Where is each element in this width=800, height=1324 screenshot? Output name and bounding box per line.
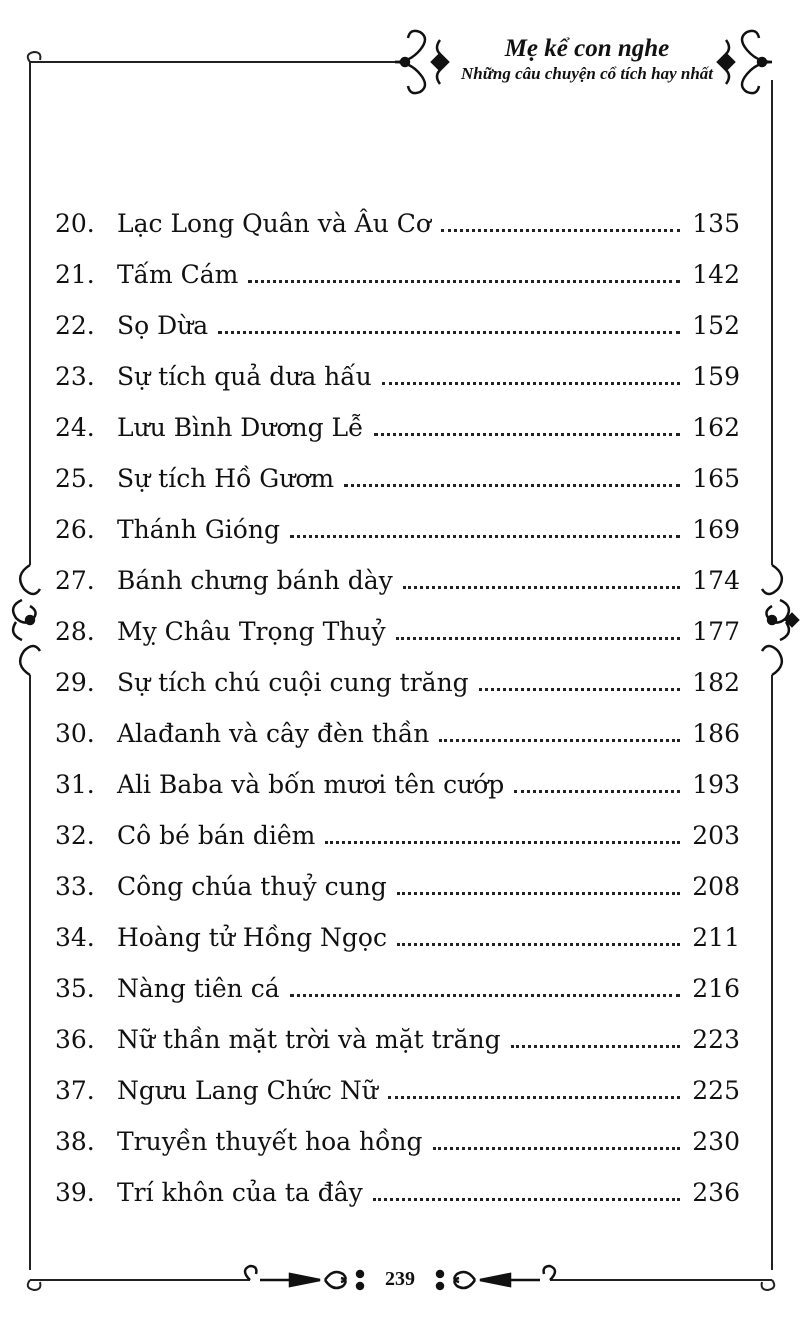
dot-leader [373,1198,680,1201]
toc-entry-title: Lưu Bình Dương Lễ [117,413,364,442]
corner-curl-icon [28,52,41,62]
toc-entry [55,657,740,708]
toc-entry-number: 30. [55,719,95,748]
toc-entry-page: 203 [692,821,740,850]
toc-entry [55,810,740,861]
toc-entry-page: 159 [692,362,740,391]
toc-entry-title: Truyền thuyết hoa hồng [117,1127,423,1156]
toc-entry-page: 177 [692,617,740,646]
toc-entry-page: 182 [692,668,740,697]
dot-leader [439,739,680,742]
toc-entry-page: 152 [692,311,740,340]
toc-entry-number: 34. [55,923,95,952]
toc-entry-number: 21. [55,260,95,289]
toc-entry-title: Công chúa thuỷ cung [117,872,387,901]
page-number: 239 [376,1268,424,1291]
toc-entry-page: 135 [692,209,740,238]
toc-entry-title: Alađanh và cây đèn thần [117,719,430,748]
dot-leader [290,994,680,997]
left-side-ornament-icon [13,565,40,675]
toc-entry-title: Lạc Long Quân và Âu Cơ [117,209,431,238]
toc-entry-number: 37. [55,1076,95,1105]
toc-entry [55,1014,740,1065]
dot-leader [344,484,680,487]
toc-entry-number: 36. [55,1025,95,1054]
toc-entry-title: Sự tích chú cuội cung trăng [117,668,469,697]
dot-leader [325,841,680,844]
dot-leader [433,1147,680,1150]
dot-leader [397,943,680,946]
toc-entry-number: 24. [55,413,95,442]
toc-entry [55,555,740,606]
toc-entry [55,606,740,657]
dot-leader [479,688,680,691]
toc-entry-page: 208 [692,872,740,901]
dot-leader [511,1045,680,1048]
toc-entry-title: Sự tích Hồ Gươm [117,464,335,493]
toc-entry-number: 23. [55,362,95,391]
toc-entry-title: Sọ Dừa [117,311,209,340]
toc-entry-number: 39. [55,1178,95,1207]
dot-leader [374,433,681,436]
toc-entry-page: 162 [692,413,740,442]
footer-right-ornament-icon [437,1266,555,1289]
dot-leader [397,892,680,895]
dot-leader [218,331,680,334]
toc-entry [55,861,740,912]
toc-entry-page: 230 [692,1127,740,1156]
toc-entry [55,963,740,1014]
book-subtitle: Những câu chuyện cổ tích hay nhất [461,64,713,83]
dot-leader [290,535,680,538]
dot-leader [388,1096,680,1099]
toc-entry-number: 26. [55,515,95,544]
toc-entry-page: 142 [692,260,740,289]
toc-entry [55,912,740,963]
toc-entry-title: Trí khôn của ta đây [117,1178,363,1207]
toc-entry [55,402,740,453]
toc-entry-number: 35. [55,974,95,1003]
toc-entry-page: 236 [692,1178,740,1207]
corner-curl-icon [28,1280,41,1290]
toc-entry-number: 22. [55,311,95,340]
toc-entry [55,759,740,810]
right-side-ornament-icon [762,565,798,675]
toc-entry-number: 32. [55,821,95,850]
book-title: Mẹ kể con nghe [504,35,670,62]
toc-entry [55,351,740,402]
toc-entry [55,1167,740,1218]
toc-entry [55,300,740,351]
toc-entry-number: 20. [55,209,95,238]
toc-entry-number: 27. [55,566,95,595]
toc-entry-title: Thánh Gióng [117,515,280,544]
dot-leader [382,382,680,385]
corner-curl-icon [762,1280,775,1290]
toc-entry-title: Ali Baba và bốn mươi tên cướp [117,770,505,799]
toc-entry-title: Bánh chưng bánh dày [117,566,393,595]
toc-entry-title: Nàng tiên cá [117,974,280,1003]
toc-entry-page: 174 [692,566,740,595]
toc-entry [55,1116,740,1167]
toc-entry-title: Mỵ Châu Trọng Thuỷ [117,617,386,646]
toc-entry-number: 31. [55,770,95,799]
dot-leader [403,586,680,589]
toc-entry-number: 33. [55,872,95,901]
toc-entry-number: 25. [55,464,95,493]
toc-entry [55,708,740,759]
dot-leader [248,280,680,283]
footer-left-ornament-icon [245,1266,363,1289]
toc-entry-title: Nữ thần mặt trời và mặt trăng [117,1025,501,1054]
toc-entry [55,453,740,504]
toc-entry [55,249,740,300]
toc-entry-page: 216 [692,974,740,1003]
dot-leader [441,229,680,232]
table-of-contents [55,198,740,1218]
toc-entry-page: 225 [692,1076,740,1105]
toc-entry-number: 29. [55,668,95,697]
header-left-ornament-icon [395,31,448,93]
toc-entry [55,504,740,555]
toc-entry-title: Sự tích quả dưa hấu [117,362,372,391]
toc-entry [55,1065,740,1116]
dot-leader [514,790,680,793]
running-header [452,34,722,84]
toc-entry-page: 186 [692,719,740,748]
toc-entry-number: 38. [55,1127,95,1156]
toc-entry-number: 28. [55,617,95,646]
header-right-ornament-icon [718,31,772,93]
toc-entry-title: Cô bé bán diêm [117,821,316,850]
toc-entry-page: 223 [692,1025,740,1054]
toc-entry-title: Ngưu Lang Chức Nữ [117,1076,378,1105]
toc-entry-page: 169 [692,515,740,544]
toc-entry-page: 193 [692,770,740,799]
toc-entry-title: Hoàng tử Hồng Ngọc [117,923,387,952]
toc-entry-title: Tấm Cám [117,260,239,289]
toc-entry [55,198,740,249]
dot-leader [396,637,680,640]
toc-entry-page: 211 [692,923,740,952]
toc-entry-page: 165 [692,464,740,493]
